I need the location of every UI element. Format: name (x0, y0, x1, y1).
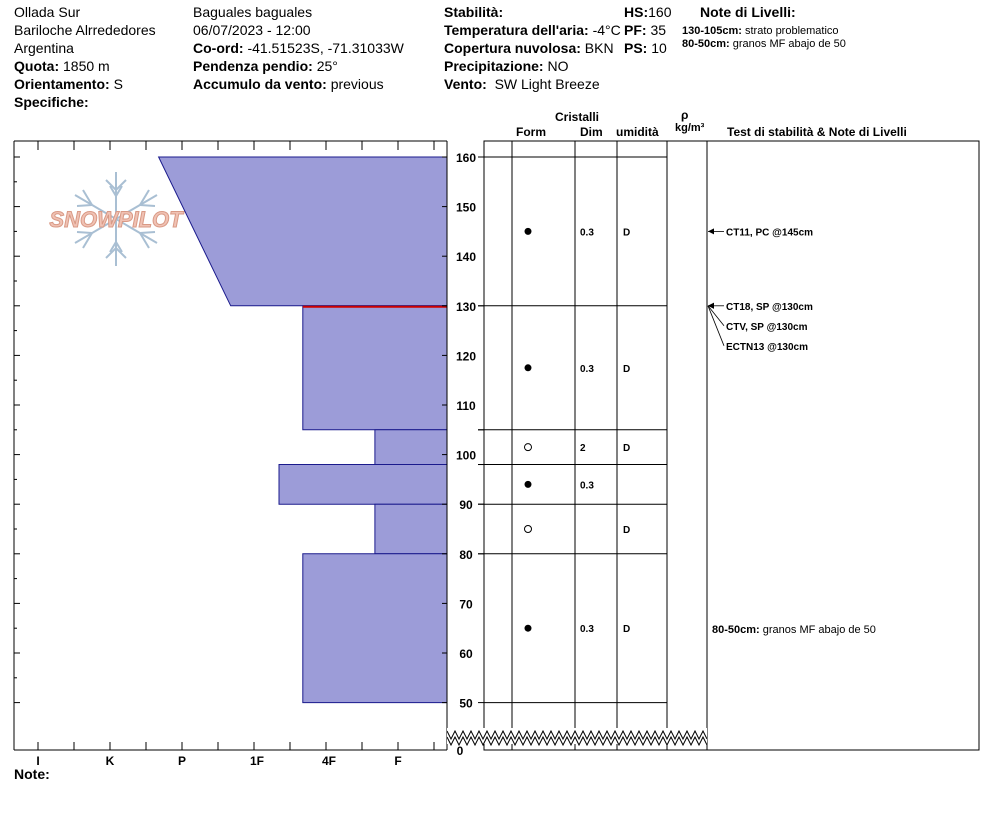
hs-value: 160 (648, 4, 672, 20)
depth-tick-label: 140 (455, 250, 477, 265)
ps-value: 10 (651, 40, 667, 56)
layer-note-text: granos MF abajo de 50 (732, 38, 846, 50)
layer-notes-title: Note di Livelli: (700, 4, 796, 20)
logo-text: SNOWPILOT (49, 207, 183, 232)
layer-bars (159, 157, 447, 703)
depth-tick-label: 0 (456, 744, 464, 758)
stability-test-label: CT18, SP @130cm (726, 301, 813, 313)
hardness-tick-label: I (36, 754, 40, 768)
elevation-label: Quota: (14, 58, 60, 74)
air-temp-value: -4°C (592, 22, 621, 38)
crystals-header: Cristalli (555, 110, 600, 124)
wind-loading-value: previous (330, 76, 384, 92)
layer-comment-range: 80-50cm: (712, 624, 763, 637)
test-pointer-line (708, 306, 724, 346)
layer-comment (712, 624, 876, 636)
elevation-value: 1850 m (63, 58, 110, 74)
form-header: Form (516, 125, 546, 139)
precip-label: Precipitazione: (444, 58, 544, 74)
hs-label: HS: (624, 4, 649, 20)
coords-value: -41.51523S, -71.31033W (247, 40, 404, 56)
depth-tick-label: 60 (459, 647, 473, 661)
depth-tick-label: 90 (459, 498, 473, 513)
layer-bar (303, 554, 447, 703)
rounded-grain-icon (525, 481, 532, 488)
aspect-label: Orientamento: (14, 76, 110, 92)
faceted-grain-icon (525, 526, 532, 533)
slope-label: Pendenza pendio: (193, 58, 313, 74)
grain-size: 0.3 (580, 480, 594, 492)
depth-tick-label: 80 (459, 547, 473, 562)
hardness-tick-label: 4F (321, 754, 337, 768)
depth-tick-label: 100 (455, 448, 477, 463)
tests-header: Test di stabilità & Note di Livelli (727, 125, 907, 139)
depth-tick-label: 70 (459, 597, 473, 612)
grain-size: 0.3 (580, 624, 594, 636)
layer-comment-text: granos MF abajo de 50 (762, 624, 876, 637)
dim-header: Dim (580, 125, 603, 139)
observation-datetime: 06/07/2023 - 12:00 (193, 22, 311, 38)
stability-test-label: CT11, PC @145cm (726, 227, 814, 239)
site-name: Ollada Sur (14, 4, 81, 20)
depth-tick-label: 110 (456, 399, 476, 413)
stability-label: Stabilità: (444, 4, 504, 20)
moisture-header: umidità (616, 125, 659, 139)
hardness-tick-label: P (177, 754, 187, 768)
coords-label: Co-ord: (193, 40, 244, 56)
specifics-label: Specifiche: (14, 94, 89, 110)
observation-name: Baguales baguales (193, 4, 313, 20)
cloud-label: Copertura nuvolosa: (444, 40, 581, 56)
rounded-grain-icon (525, 228, 532, 235)
layer-bar (159, 157, 447, 306)
pf-label: PF: (624, 22, 647, 38)
stability-tests (708, 227, 876, 636)
moisture-value: D (623, 363, 631, 375)
grain-size: 0.3 (580, 227, 594, 239)
layer-note-text: strato problematico (745, 25, 839, 37)
wind-label: Vento: (444, 76, 487, 92)
cloud-value: BKN (584, 40, 614, 56)
wind-loading-label: Accumulo da vento: (193, 76, 327, 92)
stability-test-label: CTV, SP @130cm (726, 321, 808, 333)
snowpilot-logo (49, 172, 184, 266)
test-arrow-icon (708, 228, 714, 234)
rounded-grain-icon (525, 364, 532, 371)
layer-bar (303, 306, 447, 430)
grain-size: 2 (580, 443, 586, 455)
note-label: Note: (14, 766, 50, 782)
precip-value: NO (547, 58, 569, 74)
layer-bar (375, 504, 447, 554)
faceted-grain-icon (525, 444, 532, 451)
moisture-value: D (623, 525, 631, 536)
density-unit: kg/m³ (675, 122, 705, 134)
slope-value: 25° (316, 58, 338, 74)
layer-bar (375, 430, 447, 465)
hardness-tick-label: F (394, 754, 402, 768)
aspect-value: S (113, 76, 123, 92)
test-pointer-line (708, 306, 724, 326)
layer-note-range: 130-105cm: (682, 25, 742, 37)
layer-note-range: 80-50cm: (682, 38, 730, 50)
density-symbol: ρ (681, 108, 689, 122)
moisture-value: D (623, 443, 631, 455)
rounded-grain-icon (525, 625, 532, 632)
stability-test-label: ECTN13 @130cm (726, 341, 809, 353)
depth-tick-label: 120 (455, 349, 477, 364)
depth-tick-label: 130 (455, 299, 477, 314)
region-name: Bariloche Alrrededores (14, 22, 156, 38)
country-name: Argentina (14, 40, 74, 56)
hardness-tick-label: K (105, 754, 115, 768)
hardness-tick-label: 1F (249, 754, 265, 768)
grain-size: 0.3 (580, 363, 594, 375)
moisture-value: D (623, 624, 631, 636)
wind-value: SW Light Breeze (494, 76, 600, 92)
ps-label: PS: (624, 40, 648, 56)
moisture-value: D (623, 227, 631, 239)
layer-bar (279, 465, 447, 505)
depth-tick-label: 160 (455, 151, 477, 165)
pf-value: 35 (650, 22, 667, 38)
depth-tick-label: 150 (455, 200, 477, 215)
depth-tick-label: 50 (459, 696, 473, 711)
air-temp-label: Temperatura dell'aria: (444, 22, 589, 38)
